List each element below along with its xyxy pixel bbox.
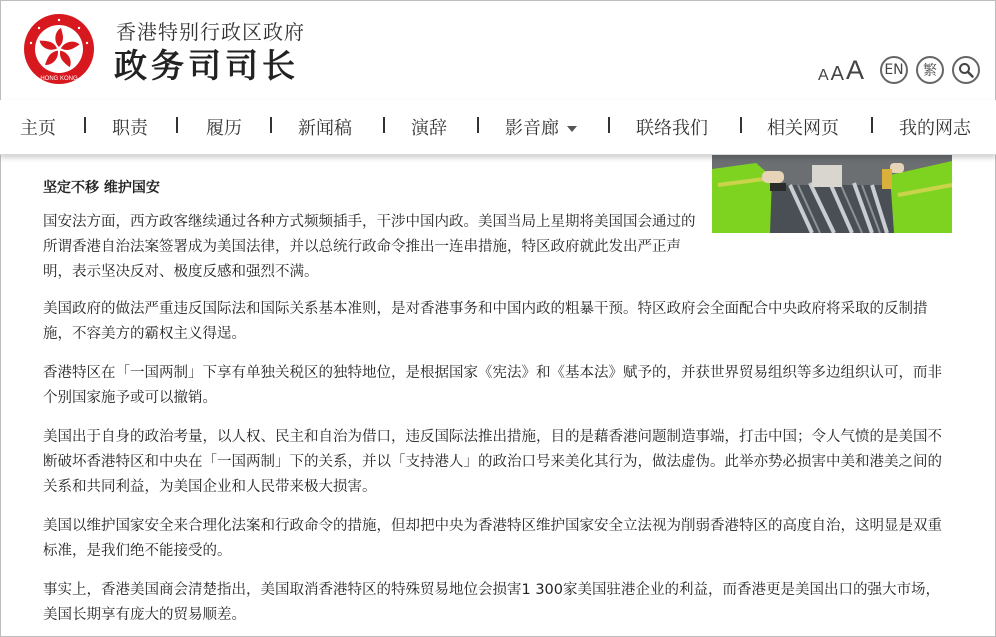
nav-separator bbox=[871, 117, 873, 133]
search-button[interactable] bbox=[952, 56, 980, 84]
english-language-button[interactable]: EN bbox=[880, 56, 908, 84]
article-content bbox=[0, 155, 996, 637]
nav-item-contact-us[interactable]: 联络我们 bbox=[636, 118, 708, 139]
government-name: 香港特别行政区政府 bbox=[116, 20, 305, 44]
nav-item-press-releases[interactable]: 新闻稿 bbox=[298, 118, 352, 139]
site-header bbox=[0, 0, 996, 100]
nav-item-gallery-label: 影音廊 bbox=[505, 118, 559, 139]
nav-item-my-blog[interactable]: 我的网志 bbox=[899, 118, 971, 139]
hksar-emblem-icon[interactable] bbox=[22, 12, 96, 86]
search-icon bbox=[958, 62, 974, 78]
nav-separator bbox=[740, 117, 742, 133]
nav-item-home[interactable]: 主页 bbox=[20, 118, 56, 139]
article-paragraph: 美国出于自身的政治考量，以人权、民主和自治为借口，违反国际法推出措施，目的是藉香港问题制造事端，打击中国；令人气愤的是美国不断破坏香港特区和中央在「一国两制」下的关系，并以「支持港人」的政治口号来美化其行为，做法虚伪。此举亦势必损害中美和港美之间的关系和共同利益，为美国企业和人民带来极大损害。 bbox=[43, 429, 942, 495]
nav-item-duties[interactable]: 职责 bbox=[112, 118, 148, 139]
font-size-large-button[interactable]: A bbox=[845, 55, 864, 85]
nav-separator bbox=[608, 117, 610, 133]
article-photo bbox=[712, 155, 952, 233]
nav-item-speeches[interactable]: 演辞 bbox=[411, 118, 447, 139]
article-paragraph: 美国以维护国家安全来合理化法案和行政命令的措施，但却把中央为香港特区维护国家安全立法视为削弱香港特区的高度自治，这明显是双重标准，是我们绝不能接受的。 bbox=[43, 518, 942, 559]
nav-separator bbox=[477, 117, 479, 133]
header-tools bbox=[818, 56, 980, 84]
nav-separator bbox=[270, 117, 272, 133]
nav-separator bbox=[176, 117, 178, 133]
nav-separator bbox=[383, 117, 385, 133]
article-paragraph: 香港特区在「一国两制」下享有单独关税区的独特地位，是根据国家《宪法》和《基本法》赋予的，并获世界贸易组织等多边组织认可，而非个别国家施予或可以撤销。 bbox=[43, 365, 942, 406]
office-title: 政务司司长 bbox=[114, 46, 299, 85]
article-title: 坚定不移 维护国安 bbox=[43, 180, 160, 196]
chevron-down-icon bbox=[567, 126, 577, 132]
article-paragraph: 国安法方面，西方政客继续通过各种方式频频插手，干涉中国内政。美国当局上星期将美国国会通过的所谓香港自治法案签署成为美国法律，并以总统行政命令推出一连串措施，特区政府就此发出严正声明，表示坚决反对、极度反感和强烈不满。 bbox=[43, 214, 696, 280]
traditional-chinese-button[interactable]: 繁 bbox=[916, 56, 944, 84]
font-size-small-button[interactable]: A bbox=[817, 67, 829, 84]
article-paragraph: 事实上，香港美国商会清楚指出，美国取消香港特区的特殊贸易地位会损害1 300家美国驻港企业的利益，而香港更是美国出口的强大市场，美国长期享有庞大的贸易顺差。 bbox=[43, 582, 941, 623]
nav-item-biography[interactable]: 履历 bbox=[206, 118, 242, 139]
article-paragraph: 美国政府的做法严重违反国际法和国际关系基本准则，是对香港事务和中国内政的粗暴干预。特区政府会全面配合中央政府将采取的反制措施，不容美方的霸权主义得逞。 bbox=[43, 301, 928, 342]
nav-item-gallery[interactable] bbox=[505, 114, 577, 140]
nav-item-related-sites[interactable]: 相关网页 bbox=[767, 118, 839, 139]
font-size-controls bbox=[818, 57, 864, 84]
nav-separator bbox=[84, 117, 86, 133]
emblem-text: HONG KONG bbox=[40, 76, 78, 82]
main-navigation bbox=[0, 100, 996, 155]
font-size-medium-button[interactable]: A bbox=[830, 63, 844, 85]
